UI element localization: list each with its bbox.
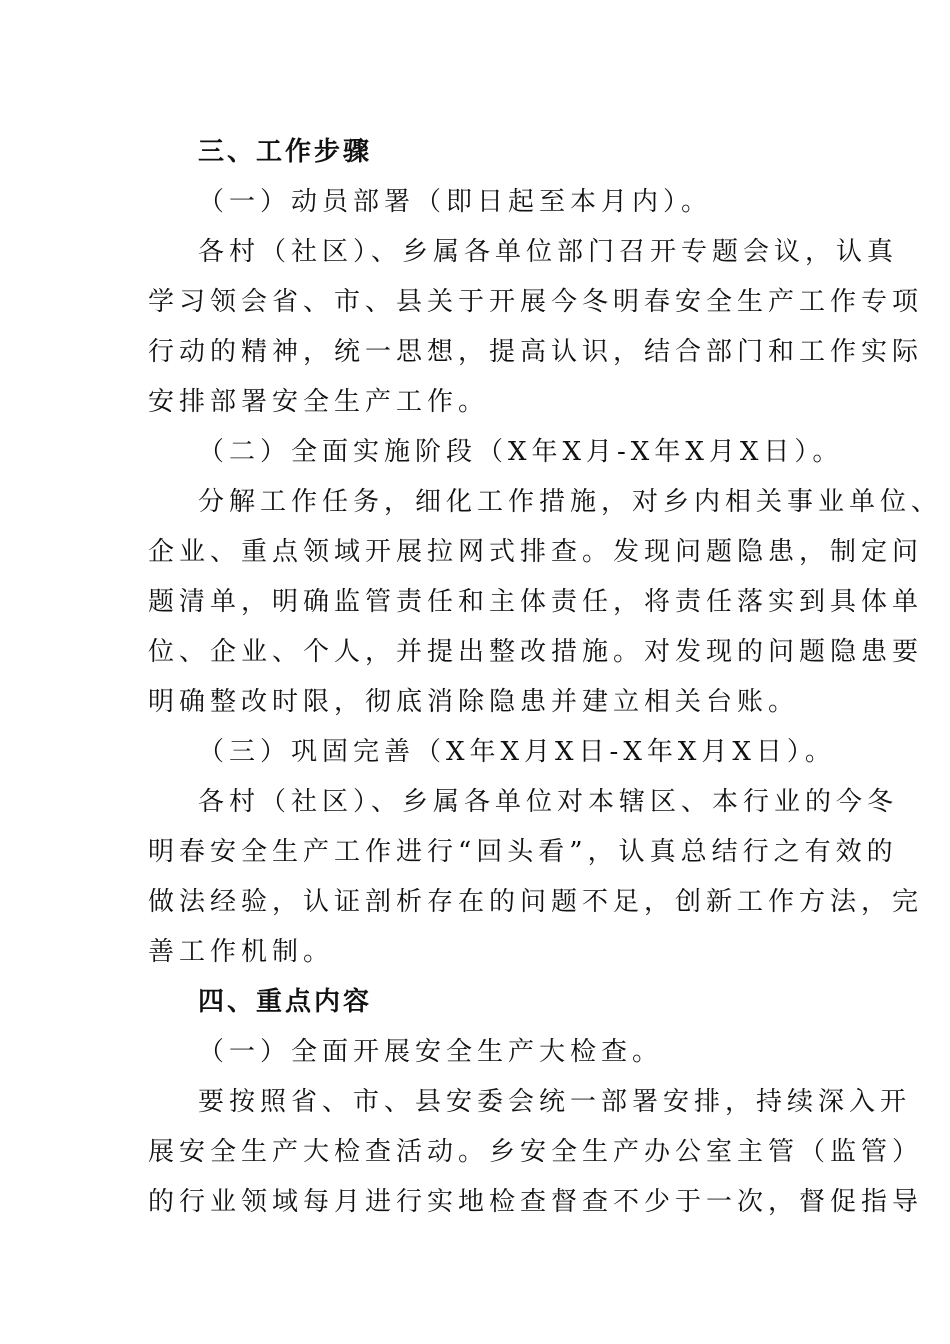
paragraph-line: 企业、重点领域开展拉网式排查。发现问题隐患，制定问 [148, 537, 924, 567]
paragraph-line: 行动的精神，统一思想，提高认识，结合部门和工作实际 [148, 337, 924, 367]
paragraph-line: 各村（社区）、乡属各单位部门召开专题会议，认真 [198, 237, 899, 267]
section-heading-key-content: 四、重点内容 [198, 987, 373, 1017]
paragraph-line: 学习领会省、市、县关于开展今冬明春安全生产工作专项 [148, 287, 924, 317]
paragraph-line: 安排部署安全生产工作。 [148, 387, 490, 417]
paragraph-line: 题清单，明确监管责任和主体责任，将责任落实到具体单 [148, 587, 924, 617]
paragraph-line: 要按照省、市、县安委会统一部署安排，持续深入开 [198, 1087, 912, 1117]
paragraph-line: 善工作机制。 [148, 937, 335, 967]
paragraph-line: 展安全生产大检查活动。乡安全生产办公室主管（监管） [148, 1137, 924, 1167]
subheading-mobilization: （一）动员部署（即日起至本月内）。 [198, 187, 713, 217]
paragraph-line: 明确整改时限，彻底消除隐患并建立相关台账。 [148, 687, 800, 717]
paragraph-line: 各村（社区）、乡属各单位对本辖区、本行业的今冬 [198, 787, 899, 817]
subheading-implementation: （二）全面实施阶段（X年X月-X年X月X日）。 [198, 437, 844, 467]
paragraph-line: 位、企业、个人，并提出整改措施。对发现的问题隐患要 [148, 637, 924, 667]
paragraph-line: 明春安全生产工作进行“回头看”，认真总结行之有效的 [148, 837, 898, 867]
paragraph-line: 做法经验，认证剖析存在的问题不足，创新工作方法，完 [148, 887, 924, 917]
subheading-consolidation: （三）巩固完善（X年X月X日-X年X月X日）。 [198, 737, 836, 767]
subheading-safety-inspection: （一）全面开展安全生产大检查。 [198, 1037, 664, 1067]
section-heading-work-steps: 三、工作步骤 [198, 137, 373, 167]
paragraph-line: 分解工作任务，细化工作措施，对乡内相关事业单位、 [198, 487, 943, 517]
paragraph-line: 的行业领域每月进行实地检查督查不少于一次，督促指导 [148, 1187, 924, 1217]
